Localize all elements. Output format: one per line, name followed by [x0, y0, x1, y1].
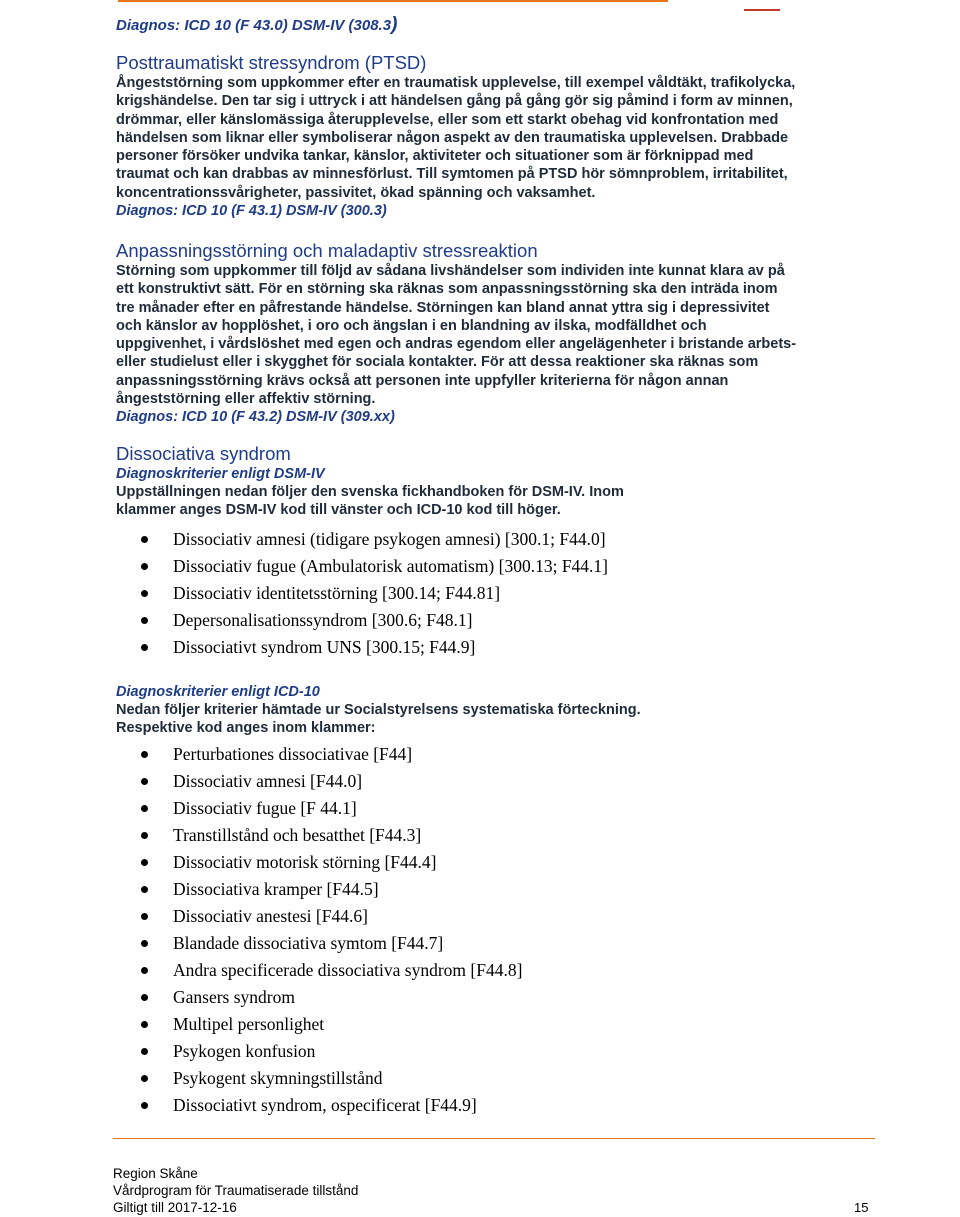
list-item-text: Dissociativt syndrom, ospecificerat [F44.9] [173, 1095, 477, 1116]
adjustment-diagnosis: Diagnos: ICD 10 (F 43.2) DSM-IV (309.xx) [116, 409, 395, 426]
bullet-icon [141, 1048, 148, 1055]
body-line: eller studielust eller i skygghet för sociala kontakter. För att dessa reaktioner ska räknas som [116, 354, 759, 371]
bullet-icon [141, 536, 148, 543]
bullet-icon [141, 913, 148, 920]
body-line: Störning som uppkommer till följd av sådana livshändelser som individen inte kunnat klara av på [116, 263, 785, 279]
adjustment-body [116, 262, 876, 408]
dsm-subhead: Diagnoskriterier enligt DSM-IV [116, 466, 325, 482]
list-item [116, 580, 876, 607]
body-line: tre månader efter en påfrestande händelse. Störningen kan bland annat yttra sig i depressivitet [116, 299, 770, 316]
list-item-text: Dissociativ motorisk störning [F44.4] [173, 852, 437, 873]
bullet-icon [141, 1021, 148, 1028]
section-dissociative [116, 443, 876, 1119]
list-item-text: Dissociativa kramper [F44.5] [173, 879, 379, 900]
list-item [116, 634, 876, 661]
list-item-text: Psykogen konfusion [173, 1041, 316, 1062]
list-item-text: Dissociativ amnesi (tidigare psykogen amnesi) [300.1; F44.0] [173, 528, 606, 549]
bullet-icon [141, 778, 148, 785]
body-line: krigshändelse. Den tar sig i uttryck i att händelsen gång på gång gör sig påmind i form av minnen, [116, 93, 793, 110]
bullet-icon [141, 967, 148, 974]
list-item-text: Andra specificerade dissociativa syndrom [F44.8] [173, 960, 523, 981]
list-item-text: Dissociativt syndrom UNS [300.15; F44.9] [173, 636, 476, 657]
body-line: ett konstruktivt sätt. För en störning ska räknas som anpassningsstörning ska den inträda inom [116, 281, 778, 298]
body-line: händelsen som liknar eller symboliserar någon aspekt av den traumatiska upplevelsen. Drabbade [116, 129, 789, 146]
list-item [116, 1065, 876, 1092]
list-item [116, 930, 876, 957]
bullet-icon [141, 886, 148, 893]
header-red-mark [744, 9, 780, 11]
bullet-icon [141, 805, 148, 812]
dsm-intro [116, 483, 876, 520]
diagnosis-acute-stress [116, 16, 397, 35]
body-line: och känslor av hopplöshet, i oro och ängslan i en blandning av ilska, modfälldhet och [116, 317, 707, 334]
body-line: drömmar, eller känslomässiga återupplevelse, eller som ett starkt obehag vid konfrontation med [116, 111, 779, 128]
bullet-icon [141, 563, 148, 570]
list-item-text: Dissociativ amnesi [F44.0] [173, 771, 363, 792]
footer-valid: Giltigt till 2017-12-16 [113, 1200, 237, 1215]
section-ptsd [116, 52, 876, 220]
section-adjustment [116, 240, 876, 426]
list-item-text: Psykogent skymningstillstånd [173, 1068, 383, 1089]
bullet-icon [141, 859, 148, 866]
bullet-icon [141, 940, 148, 947]
ptsd-diagnosis: Diagnos: ICD 10 (F 43.1) DSM-IV (300.3) [116, 203, 387, 220]
list-item [116, 607, 876, 634]
list-item-text: Dissociativ identitetsstörning [300.14; F44.81] [173, 582, 501, 603]
list-item-text: Depersonalisationssyndrom [300.6; F48.1] [173, 609, 473, 630]
bullet-icon [141, 832, 148, 839]
bullet-icon [141, 590, 148, 597]
list-item-text: Dissociativ fugue [F 44.1] [173, 798, 357, 819]
bullet-icon [141, 994, 148, 1001]
list-item [116, 1092, 876, 1119]
bullet-icon [141, 617, 148, 624]
list-item [116, 553, 876, 580]
body-line: traumat och kan drabbas av minnesförlust. Till symtomen på PTSD hör sömnproblem, irritabilitet, [116, 166, 788, 183]
list-item [116, 957, 876, 984]
list-item-text: Dissociativ anestesi [F44.6] [173, 906, 368, 927]
body-line: koncentrationssvårigheter, passivitet, ökad spänning och vaksamhet. [116, 184, 596, 201]
body-line: klammer anges DSM-IV kod till vänster och ICD-10 kod till höger. [116, 502, 561, 519]
icd-subhead: Diagnoskriterier enligt ICD-10 [116, 683, 320, 700]
list-item [116, 1011, 876, 1038]
list-item [116, 822, 876, 849]
adjustment-title: Anpassningsstörning och maladaptiv stressreaktion [116, 240, 538, 261]
list-item [116, 526, 876, 553]
diagnosis-paren: ) [391, 14, 398, 35]
body-line: uppgivenhet, i vårdslöshet med egen och andras egendom eller angelägenheter i bristande arbets- [116, 336, 797, 353]
ptsd-title: Posttraumatiskt stressyndrom (PTSD) [116, 52, 427, 73]
bullet-icon [141, 1102, 148, 1109]
list-item [116, 1038, 876, 1065]
page-number: 15 [854, 1200, 869, 1215]
list-item [116, 768, 876, 795]
list-item-text: Gansers syndrom [173, 987, 295, 1008]
list-item-text: Blandade dissociativa symtom [F44.7] [173, 933, 444, 954]
header-accent-line [118, 0, 668, 2]
icd-intro [116, 701, 876, 738]
list-item [116, 876, 876, 903]
list-item-text: Transtillstånd och besatthet [F44.3] [173, 825, 422, 846]
body-line: Ångeststörning som uppkommer efter en traumatisk upplevelse, till exempel våldtäkt, trafikolycka, [116, 75, 796, 91]
dsm-list [116, 526, 876, 661]
list-item [116, 795, 876, 822]
footer [113, 1165, 358, 1216]
list-item-text: Dissociativ fugue (Ambulatorisk automatism) [300.13; F44.1] [173, 555, 609, 576]
list-item [116, 903, 876, 930]
body-line: Uppställningen nedan följer den svenska fickhandboken för DSM-IV. Inom [116, 484, 624, 500]
list-item [116, 741, 876, 768]
bullet-icon [141, 751, 148, 758]
body-line: Respektive kod anges inom klammer: [116, 719, 376, 736]
list-item [116, 849, 876, 876]
footer-org: Region Skåne [113, 1166, 198, 1181]
body-line: anpassningsstörning krävs också att personen inte uppfyller kriterierna för någon annan [116, 372, 729, 389]
list-item [116, 984, 876, 1011]
body-line: ångeststörning eller affektiv störning. [116, 391, 376, 408]
ptsd-body [116, 74, 876, 202]
footer-divider [113, 1138, 875, 1139]
diagnosis-text: Diagnos: ICD 10 (F 43.0) DSM-IV (308.3 [116, 17, 392, 34]
dissociative-title: Dissociativa syndrom [116, 443, 291, 464]
bullet-icon [141, 644, 148, 651]
list-item-text: Multipel personlighet [173, 1014, 325, 1035]
icd-list [116, 741, 876, 1119]
footer-program: Vårdprogram för Traumatiserade tillstånd [113, 1183, 359, 1198]
body-line: personer försöker undvika tankar, känslor, aktiviteter och situationer som är förknippad med [116, 148, 754, 165]
bullet-icon [141, 1075, 148, 1082]
body-line: Nedan följer kriterier hämtade ur Socialstyrelsens systematiska förteckning. [116, 701, 641, 718]
list-item-text: Perturbationes dissociativae [F44] [173, 744, 413, 765]
